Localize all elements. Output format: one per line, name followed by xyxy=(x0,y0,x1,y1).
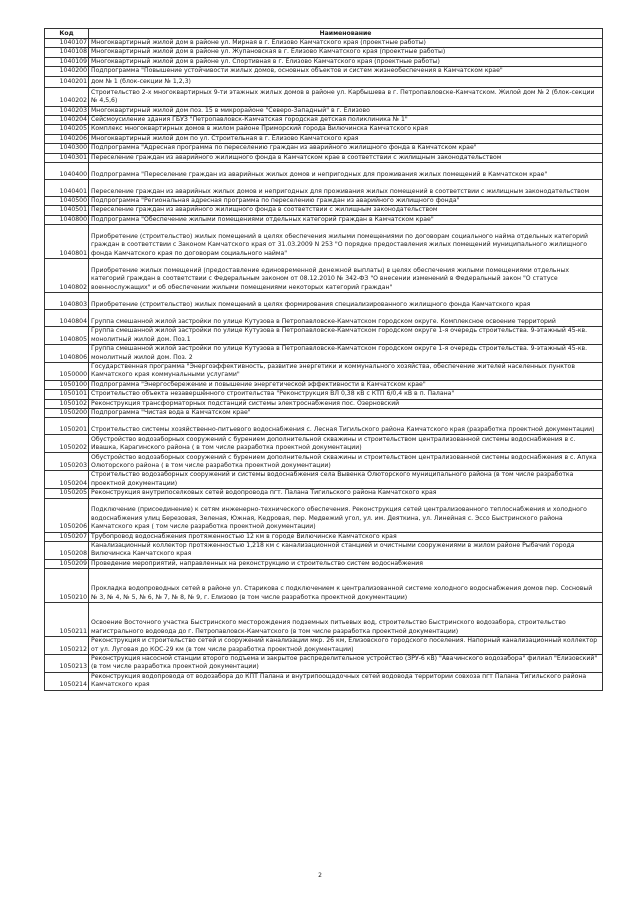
row-name: Приобретение (строительство) жилых помещений в целях обеспечения жилыми помещениями по договорам социального найма отдельных категорий граждан в соответствии с Законом Камчатского края от 31.03.2009 N 253 "О порядке предоставления жилых помещений муниципального жилищного фонда Камчатского края по договорам социального найма" xyxy=(89,225,603,259)
row-code: 1040501 xyxy=(45,206,89,215)
table-row xyxy=(45,345,603,363)
row-name: Переселение граждан из аварийного жилищного фонда в соответствии с жилищным законодательством xyxy=(89,206,603,215)
row-name: Обустройство водозаборных сооружений с бурением дополнительной скважины и строительством централизованной системы водоснабжения в с. Ивашка, Карагинского района ( в том числе разработка проектной документации) xyxy=(89,435,603,453)
row-code: 1050204 xyxy=(45,471,89,489)
row-code: 1050102 xyxy=(45,399,89,408)
row-name: Подпрограмма "Повышение устойчивости жилых домов, основных объектов и систем жизнеобеспечения в Камчатском крае" xyxy=(89,67,603,76)
row-name: Реконструкция насосной станции второго подъема и закрытое распределительное устройство (ЗРУ-6 кВ) "Авачинского водозабора" филиал "Елизовский" (в том числе разработка проектной документации) xyxy=(89,655,603,673)
table-row xyxy=(45,206,603,215)
table-row xyxy=(45,67,603,76)
row-name: Приобретение (строительство) жилых помещений в целях формирования специализированного жилищного фонда Камчатского края xyxy=(89,293,603,310)
header-code: Код xyxy=(45,29,89,39)
table-row xyxy=(45,399,603,408)
row-name: Подпрограмма "Энергосбережение и повышение энергетической эффективности в Камчатском крае" xyxy=(89,380,603,389)
row-name: Реконструкция внутрипоселковых сетей водопровода пгт. Палана Тигильского района Камчатского края xyxy=(89,489,603,498)
row-name: Государственная программа "Энергоэффективность, развитие энергетики и коммунального хозяйства, обеспечение жителей населенных пунктов Камчатского края коммунальными услугами" xyxy=(89,362,603,380)
row-name: Проведение мероприятий, направленных на реконструкцию и строительство систем водоснабжения xyxy=(89,559,603,568)
row-code: 1050000 xyxy=(45,362,89,380)
row-code: 1050213 xyxy=(45,655,89,673)
row-code: 1040206 xyxy=(45,134,89,143)
row-name: Многоквартирный жилой дом поз. 15 в микрорайоне "Северо-Западный" в г. Елизово xyxy=(89,106,603,115)
table-row xyxy=(45,293,603,310)
table-row xyxy=(45,559,603,568)
row-code: 1040400 xyxy=(45,163,89,180)
row-code: 1050214 xyxy=(45,672,89,690)
table-row xyxy=(45,637,603,655)
row-name: Прокладка водопроводных сетей в районе ул. Старикова с подключением к централизованной системе холодного водоснабжения домов пер. Сосновый № 3, № 4, № 5, № 6, № 7, № 8, № 9, г. Елизово (в том числе разработка проектной документации) xyxy=(89,569,603,603)
row-code: 1050200 xyxy=(45,408,89,417)
row-code: 1050208 xyxy=(45,541,89,559)
table-row xyxy=(45,532,603,541)
row-name: Подпрограмма "Адресная программа по переселению граждан из аварийного жилищного фонда в Камчатском крае" xyxy=(89,144,603,153)
row-code: 1040200 xyxy=(45,67,89,76)
table-row xyxy=(45,408,603,417)
table-row xyxy=(45,310,603,327)
table-row xyxy=(45,225,603,259)
row-code: 1050100 xyxy=(45,380,89,389)
row-code: 1040301 xyxy=(45,153,89,162)
row-code: 1040108 xyxy=(45,48,89,57)
table-row xyxy=(45,390,603,399)
table-row xyxy=(45,259,603,293)
row-name: Группа смешанной жилой застройки по улице Кутузова в Петропавловске-Камчатском городском округе 1-я очередь строительства. 9-этажный 45-кв. монолитный жилой дом. Поз.1 xyxy=(89,327,603,345)
row-name: Многоквартирный жилой дом в районе ул. Жупановская в г. Елизово Камчатского края (проектные работы) xyxy=(89,48,603,57)
row-code: 1040204 xyxy=(45,116,89,125)
row-code: 1050212 xyxy=(45,637,89,655)
page-number: 2 xyxy=(318,872,322,879)
row-code: 1040109 xyxy=(45,57,89,66)
row-name: Группа смешанной жилой застройки по улице Кутузова в Петропавловске-Камчатском городском округе 1-я очередь строительства. 9-этажный 45-кв. монолитный жилой дом. Поз. 2 xyxy=(89,345,603,363)
table-row xyxy=(45,48,603,57)
row-code: 1050206 xyxy=(45,498,89,532)
table-row xyxy=(45,116,603,125)
table-row xyxy=(45,672,603,690)
row-code: 1050209 xyxy=(45,559,89,568)
table-row xyxy=(45,57,603,66)
table-row xyxy=(45,134,603,143)
table-row xyxy=(45,418,603,435)
row-name: Строительство 2-х многоквартирных 9-ти этажных жилых домов в районе ул. Карбышева в г. Петропавловске-Камчатском. Жилой дом № 2 (блок-секции № 4,5,6) xyxy=(89,87,603,106)
table-body xyxy=(45,39,603,691)
table-row xyxy=(45,453,603,471)
row-code: 1050207 xyxy=(45,532,89,541)
row-code: 1040800 xyxy=(45,215,89,224)
row-name: Реконструкция и строительство сетей и сооружений канализации мкр. 26 км, Елизовского городского поселения. Напорный канализационный коллектор от ул. Луговая до КОС-29 км (в том числе разработка проектной документации) xyxy=(89,637,603,655)
row-name: Комплекс многоквартирных домов в жилом районе Приморский города Вилючинска Камчатского края xyxy=(89,125,603,134)
row-name: Канализационный коллектор протяженностью 1,218 км с канализационной станцией и очистными сооружениями в жилом районе Рыбачий города Вилючинска Камчатского края xyxy=(89,541,603,559)
row-name: Подпрограмма "Обеспечение жилыми помещениями отдельных категорий граждан в Камчатском крае" xyxy=(89,215,603,224)
row-name: Приобретение жилых помещений (предоставление единовременной денежной выплаты) в целях обеспечения жилыми помещениями отдельных категорий граждан в соответствии с Федеральным законом от 08.12.2010 № 342-ФЗ "О внесении изменений в Федеральный закон "О статусе военнослужащих" и об обеспечении жилыми помещениями некоторых категорий граждан" xyxy=(89,259,603,293)
row-code: 1040201 xyxy=(45,76,89,87)
row-name: Строительство водозаборных сооружений и системы водоснабжения села Вывенка Олюторского муниципального района (в том числе разработка проектной документации) xyxy=(89,471,603,489)
table-row xyxy=(45,163,603,180)
table-row xyxy=(45,541,603,559)
row-name: Обустройство водозаборных сооружений с бурением дополнительной скважины и строительством централизованной системы водоснабжения в с. Апука Олюторского района ( в том числе разработка проектной документации) xyxy=(89,453,603,471)
row-name: Подпрограмма "Чистая вода в Камчатском крае" xyxy=(89,408,603,417)
header-name: Наименование xyxy=(89,29,603,39)
row-code: 1040804 xyxy=(45,310,89,327)
row-name: Переселение граждан из аварийного жилищного фонда в Камчатском крае в соответствии с жилищным законодательством xyxy=(89,153,603,162)
row-code: 1040107 xyxy=(45,39,89,48)
row-name: Сейсмоусиление здания ГБУЗ "Петропавловск-Камчатская городская детская поликлиника № 1" xyxy=(89,116,603,125)
row-name: Многоквартирный жилой дом по ул. Строительная в г. Елизово Камчатского края xyxy=(89,134,603,143)
table-row xyxy=(45,362,603,380)
table-row xyxy=(45,327,603,345)
table-row xyxy=(45,603,603,637)
row-code: 1040203 xyxy=(45,106,89,115)
row-name: Многоквартирный жилой дом в районе ул. Мирная в г. Елизово Камчатского края (проектные работы) xyxy=(89,39,603,48)
table-row xyxy=(45,380,603,389)
table-row xyxy=(45,87,603,106)
table-row xyxy=(45,435,603,453)
row-code: 1050202 xyxy=(45,435,89,453)
table-row xyxy=(45,76,603,87)
row-name: Многоквартирный жилой дом в районе ул. Спортивная в г. Елизово Камчатского края (проектные работы) xyxy=(89,57,603,66)
row-code: 1040500 xyxy=(45,197,89,206)
row-code: 1050203 xyxy=(45,453,89,471)
row-name: Подпрограмма "Региональная адресная программа по переселению граждан из аварийного жилищного фонда" xyxy=(89,197,603,206)
code-name-table xyxy=(44,28,603,691)
row-code: 1050101 xyxy=(45,390,89,399)
row-code: 1040801 xyxy=(45,225,89,259)
row-code: 1040802 xyxy=(45,259,89,293)
row-code: 1040300 xyxy=(45,144,89,153)
row-code: 1050201 xyxy=(45,418,89,435)
document-sheet xyxy=(44,28,602,691)
table-row xyxy=(45,153,603,162)
row-name: Трубопровод водоснабжения протяженностью 12 км в городе Вилючинске Камчатского края xyxy=(89,532,603,541)
row-code: 1050205 xyxy=(45,489,89,498)
row-code: 1040803 xyxy=(45,293,89,310)
table-header-row xyxy=(45,29,603,39)
table-row xyxy=(45,655,603,673)
row-name: Подпрограмма "Переселение граждан из аварийных жилых домов и непригодных для проживания жилых помещений в Камчатском крае" xyxy=(89,163,603,180)
table-row xyxy=(45,498,603,532)
table-row xyxy=(45,197,603,206)
table-row xyxy=(45,144,603,153)
row-name: Подключение (присоединение) к сетям инженерно-технического обеспечения. Реконструкция сетей централизованного теплоснабжения и холодного водоснабжения улиц Березовая, Зеленая, Южная, Кедровая, пер. Медвежий угол, ул. им. Деяткина, ул. Линейная с. Эссо Быстринского района Камчатского края ( том числе разработка проектной документации) xyxy=(89,498,603,532)
table-row xyxy=(45,180,603,197)
table-row xyxy=(45,471,603,489)
row-name: Освоение Восточного участка Быстринского месторождения подземных питьевых вод, строительство Быстринского водозабора, строительство магистрального водовода до г. Петропавловск-Камчатского (в том числе разработка проектной документации) xyxy=(89,603,603,637)
row-name: Переселение граждан из аварийных жилых домов и непригодных для проживания жилых помещений в соответствии с жилищным законодательством xyxy=(89,180,603,197)
row-name: дом № 1 (блок-секции № 1,2,3) xyxy=(89,76,603,87)
table-row xyxy=(45,569,603,603)
row-name: Реконструкция трансформаторных подстанций системы электроснабжения пос. Озерновский xyxy=(89,399,603,408)
table-row xyxy=(45,106,603,115)
row-code: 1040806 xyxy=(45,345,89,363)
row-code: 1040401 xyxy=(45,180,89,197)
table-row xyxy=(45,215,603,224)
row-name: Реконструкция водопровода от водозабора до КПТ Палана и внутрипоощадочных сетей водовода территории совхоза пгт Палана Тигильского района Камчатского края xyxy=(89,672,603,690)
row-code: 1050211 xyxy=(45,603,89,637)
row-code: 1040205 xyxy=(45,125,89,134)
table-row xyxy=(45,125,603,134)
row-name: Группа смешанной жилой застройки по улице Кутузова в Петропавловске-Камчатском городском округе. Комплексное освоение территорий xyxy=(89,310,603,327)
table-row xyxy=(45,39,603,48)
row-code: 1050210 xyxy=(45,569,89,603)
row-code: 1040202 xyxy=(45,87,89,106)
row-code: 1040805 xyxy=(45,327,89,345)
row-name: Строительство объекта незавершённого строительства "Реконструкция ВЛ 0,38 кВ с КТП 6/0,4 кВ в п. Палана" xyxy=(89,390,603,399)
table-row xyxy=(45,489,603,498)
row-name: Строительство системы хозяйственно-питьевого водоснабжения с. Лесная Тигильского района Камчатского края (разработка проектной документации) xyxy=(89,418,603,435)
